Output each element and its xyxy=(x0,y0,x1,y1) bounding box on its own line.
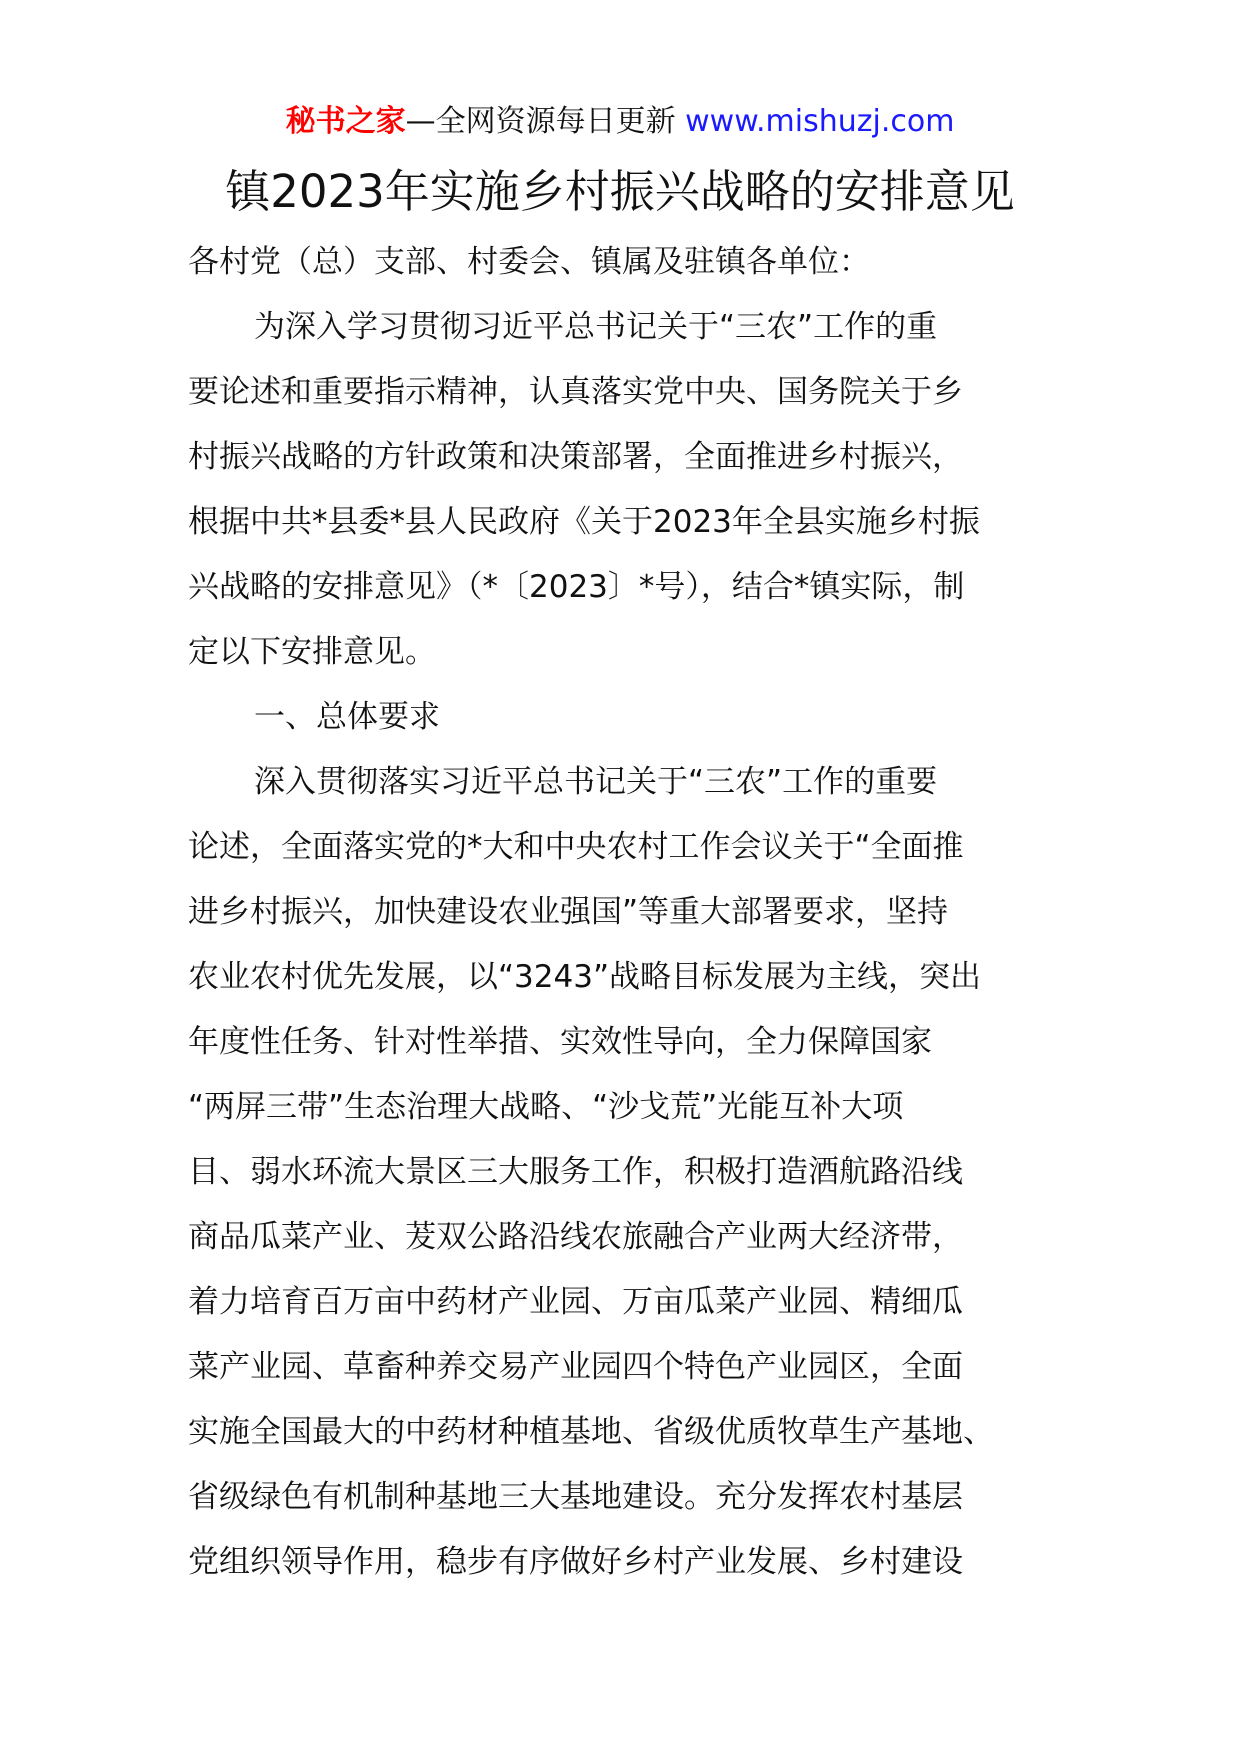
intro-line: 定以下安排意见。 xyxy=(188,634,436,670)
section-line: 实施全国最大的中药材种植基地、省级优质牧草生产基地、 xyxy=(188,1414,994,1450)
brand-name: 秘书之家 xyxy=(285,104,406,139)
section-line: 目、弱水环流大景区三大服务工作，积极打造酒航路沿线 xyxy=(188,1154,963,1190)
section-line: 农业农村优先发展，以“3243”战略目标发展为主线，突出 xyxy=(188,959,982,995)
document-body xyxy=(188,230,1068,1595)
intro-line: 根据中共*县委*县人民政府《关于2023年全县实施乡村振 xyxy=(188,504,980,540)
intro-line: 村振兴战略的方针政策和决策部署，全面推进乡村振兴， xyxy=(188,439,963,475)
section-line: 年度性任务、针对性举措、实效性导向，全力保障国家 xyxy=(188,1024,932,1060)
section-line: 着力培育百万亩中药材产业园、万亩瓜菜产业园、精细瓜 xyxy=(188,1284,963,1320)
intro-line: 兴战略的安排意见》（*〔2023〕*号），结合*镇实际，制 xyxy=(188,569,965,605)
section-line: 论述，全面落实党的*大和中央农村工作会议关于“全面推 xyxy=(188,829,964,865)
section-line: 菜产业园、草畜种养交易产业园四个特色产业园区，全面 xyxy=(188,1349,963,1385)
document-title: 镇2023年实施乡村振兴战略的安排意见 xyxy=(225,165,1015,218)
section-line: 深入贯彻落实习近平总书记关于“三农”工作的重要 xyxy=(254,764,938,800)
section-line: 党组织领导作用，稳步有序做好乡村产业发展、乡村建设 xyxy=(188,1544,963,1580)
section-line: 商品瓜菜产业、茇双公路沿线农旅融合产业两大经济带， xyxy=(188,1219,963,1255)
section-heading: 一、总体要求 xyxy=(254,699,440,735)
intro-line: 为深入学习贯彻习近平总书记关于“三农”工作的重 xyxy=(254,309,938,345)
site-tagline: —全网资源每日更新 xyxy=(405,104,686,139)
site-header xyxy=(0,100,1240,144)
section-line: “两屏三带”生态治理大战略、“沙戈荒”光能互补大项 xyxy=(188,1089,904,1125)
section-line: 省级绿色有机制种基地三大基地建设。充分发挥农村基层 xyxy=(188,1479,963,1515)
intro-line: 要论述和重要指示精神，认真落实党中央、国务院关于乡 xyxy=(188,374,963,410)
section-line: 进乡村振兴，加快建设农业强国”等重大部署要求，坚持 xyxy=(188,894,949,930)
salutation: 各村党（总）支部、村委会、镇属及驻镇各单位： xyxy=(188,244,870,280)
site-url-link[interactable]: www.mishuzj.com xyxy=(685,104,955,139)
